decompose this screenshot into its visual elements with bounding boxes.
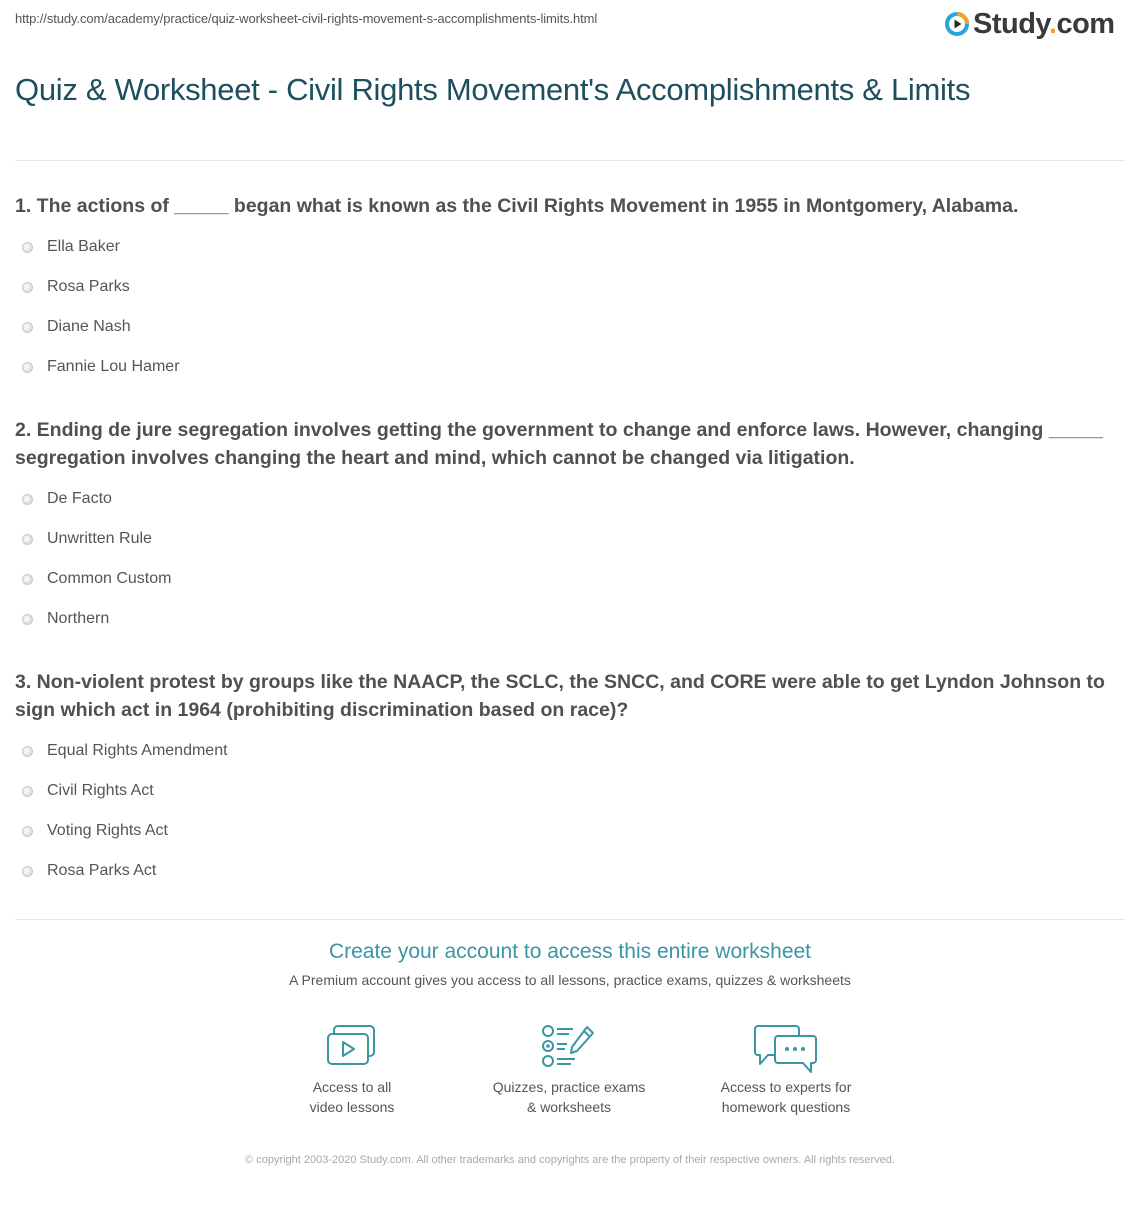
answer-option[interactable]: [22, 599, 171, 639]
play-circle-icon: [944, 11, 970, 37]
answer-option[interactable]: [22, 811, 228, 851]
video-lessons-icon: [252, 1024, 452, 1068]
feature-label-line: homework questions: [721, 1099, 851, 1115]
answer-option[interactable]: [22, 731, 228, 771]
feature-label-line: Quizzes, practice exams: [492, 1079, 646, 1095]
question-2-text: 2. Ending de jure segregation involves getting the government to change and enforce laws. However, changing _____ segregation involves changing the heart and mind, which cannot be changed via litigation.: [15, 419, 1103, 469]
option-label: Voting Rights Act: [47, 822, 168, 839]
feature-quizzes: [469, 1024, 669, 1117]
feature-label-line: video lessons: [309, 1099, 395, 1115]
option-label: Diane Nash: [47, 318, 131, 335]
quiz-checklist-icon: [469, 1024, 669, 1068]
radio-button-icon[interactable]: [22, 534, 33, 545]
radio-button-icon[interactable]: [22, 614, 33, 625]
radio-button-icon[interactable]: [22, 322, 33, 333]
divider: [15, 160, 1125, 161]
question-1-options: [22, 227, 180, 387]
answer-option[interactable]: [22, 267, 180, 307]
radio-button-icon[interactable]: [22, 866, 33, 877]
chat-bubbles-icon: [686, 1024, 886, 1074]
option-label: Rosa Parks: [47, 278, 130, 295]
option-label: De Facto: [47, 490, 112, 507]
answer-option[interactable]: [22, 559, 171, 599]
option-label: Rosa Parks Act: [47, 862, 157, 879]
question-3-options: [22, 731, 228, 891]
feature-label-line: & worksheets: [526, 1099, 612, 1115]
radio-button-icon[interactable]: [22, 826, 33, 837]
premium-description: A Premium account gives you access to all lessons, practice exams, quizzes & worksheets: [289, 972, 851, 988]
divider: [15, 919, 1125, 920]
option-label: Equal Rights Amendment: [47, 742, 228, 759]
page-title: Quiz & Worksheet - Civil Rights Movement's Accomplishments & Limits: [15, 72, 971, 107]
radio-button-icon[interactable]: [22, 282, 33, 293]
copyright-footer: © copyright 2003-2020 Study.com. All other trademarks and copyrights are the property of their respective owners. All rights reserved.: [245, 1154, 895, 1166]
radio-button-icon[interactable]: [22, 494, 33, 505]
feature-label-line: Access to experts for: [720, 1079, 852, 1095]
option-label: Ella Baker: [47, 238, 120, 255]
radio-button-icon[interactable]: [22, 362, 33, 373]
radio-button-icon[interactable]: [22, 746, 33, 757]
feature-label-line: Access to all: [312, 1079, 392, 1095]
answer-option[interactable]: [22, 347, 180, 387]
answer-option[interactable]: [22, 519, 171, 559]
answer-option[interactable]: [22, 771, 228, 811]
option-label: Northern: [47, 610, 110, 627]
study-com-logo[interactable]: [944, 8, 1115, 40]
option-label: Common Custom: [47, 570, 172, 587]
logo-text: Study.com: [973, 7, 1115, 40]
create-account-link[interactable]: Create your account to access this entire worksheet: [328, 940, 812, 963]
feature-video-lessons: [252, 1024, 452, 1117]
question-3-text: 3. Non-violent protest by groups like the NAACP, the SCLC, the SNCC, and CORE were able to get Lyndon Johnson to sign which act in 1964 (prohibiting discrimination based on race)?: [15, 671, 1105, 721]
question-1-text: 1. The actions of _____ began what is known as the Civil Rights Movement in 1955 in Montgomery, Alabama.: [15, 195, 1019, 217]
radio-button-icon[interactable]: [22, 574, 33, 585]
option-label: Unwritten Rule: [47, 530, 152, 547]
question-2-options: [22, 479, 171, 639]
option-label: Civil Rights Act: [47, 782, 154, 799]
feature-experts: [686, 1024, 886, 1117]
answer-option[interactable]: [22, 227, 180, 267]
page-url: http://study.com/academy/practice/quiz-worksheet-civil-rights-movement-s-accomplishments-limits.html: [15, 11, 598, 26]
answer-option[interactable]: [22, 307, 180, 347]
radio-button-icon[interactable]: [22, 786, 33, 797]
answer-option[interactable]: [22, 479, 171, 519]
answer-option[interactable]: [22, 851, 228, 891]
option-label: Fannie Lou Hamer: [47, 358, 180, 375]
radio-button-icon[interactable]: [22, 242, 33, 253]
